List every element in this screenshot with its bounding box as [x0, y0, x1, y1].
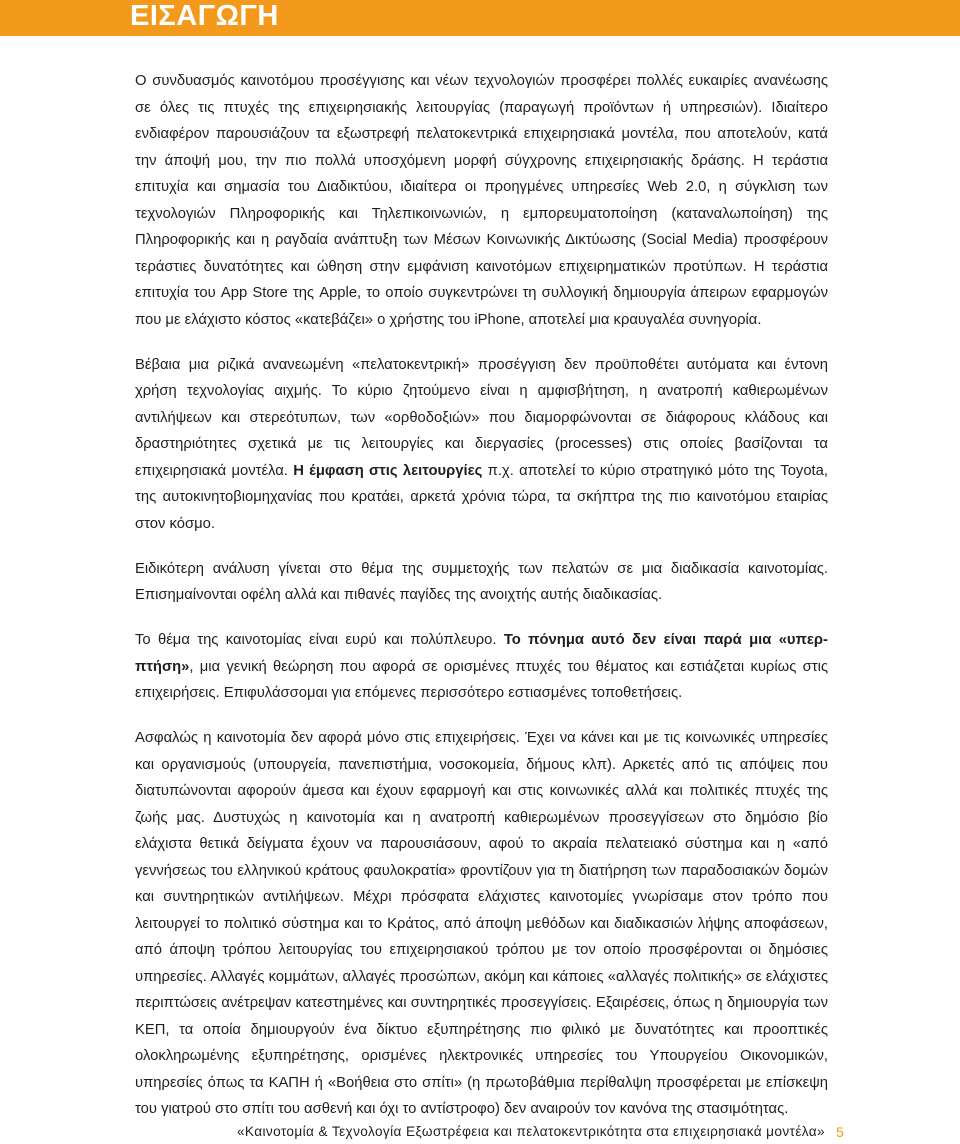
- paragraph-text: Βέβαια μια ριζικά ανανεωμένη «πελατοκεντρική» προσέγγιση δεν προϋποθέτει αυτόματα και έντονη χρήση τεχνολογίας αιχμής. Το κύριο ζητούμενο είναι η αμφισβήτηση, η ανατροπή καθιερωμένων αντιλήψεων και στερεότυπων, των «ορθοδοξιών» που διαμορφώνονται σε διάφορους κλάδους και δραστηριότητες σχετικά με τις λειτουργίες και διεργασίες (processes) στις οποίες βασίζονται τα επιχειρησιακά μοντέλα.: [135, 356, 828, 479]
- paragraph-text: Ειδικότερη ανάλυση γίνεται στο θέμα της συμμετοχής των πελατών σε μια διαδικασία καινοτομίας. Επισημαίνονται οφέλη αλλά και πιθανές παγίδες της ανοιχτής αυτής διαδικασίας.: [135, 560, 828, 603]
- paragraph-text: Ο συνδυασμός καινοτόμου προσέγγισης και νέων τεχνολογιών προσφέρει πολλές ευκαιρίες ανανέωσης σε όλες τις πτυχές της επιχειρησιακής λειτουργίας (παραγωγή προϊόντων ή υπηρεσιών). Ιδιαίτερο ενδιαφέρον παρουσιάζουν τα εξωστρεφή πελατοκεντρικά επιχειρησιακά μοντέλα, που αποτελούν, κατά την άποψή μου, την πιο πολλά υποσχόμενη μορφή σύγχρονης επιχειρησιακής δράσης. Η τεράστια επιτυχία και σημασία του Διαδικτύου, ιδιαίτερα οι προηγμένες υπηρεσίες Web 2.0, η σύγκλιση των τεχνολογιών Πληροφορικής και Τηλεπικοινωνιών, η εμπορευματοποίηση (καταναλωποίηση) της Πληροφορικής και η ραγδαία ανάπτυξη των Μέσων Κοινωνικής Δικτύωσης (Social Media) προσφέρουν τεράστιες δυνατότητες και ώθηση στην εμφάνιση καινοτόμων επιχειρηματικών προτύπων. Η τεράστια επιτυχία του App Store της Apple, το οποίο συγκεντρώνει τη συλλογική δημιουργία άπειρων εφαρμογών που με ελάχιστο κόστος «κατεβάζει» ο χρήστης του iPhone, αποτελεί μια κραυγαλέα συνηγορία.: [135, 73, 828, 328]
- page-footer: [0, 1124, 960, 1144]
- header-bar: [0, 0, 960, 36]
- running-title: «Καινοτομία & Τεχνολογία Εξωστρέφεια και πελατοκεντρικότητα στα επιχειρησιακά μοντέλα»: [236, 1124, 825, 1139]
- paragraph: [135, 725, 828, 1123]
- paragraph-text: π.χ. αποτελεί το κύριο στρατηγικό μότο της Toyota, της αυτοκινητοβιομηχανίας που κρατάει, αρκετά χρόνια τώρα, τα σκήπτρα της πιο καινοτόμου εταιρίας στον κόσμο.: [135, 462, 829, 532]
- paragraph: [135, 556, 828, 609]
- page-title: ΕΙΣΑΓΩΓΗ: [130, 0, 279, 32]
- paragraph: [135, 627, 828, 707]
- paragraph-text: , μια γενική θεώρηση που αφορά σε ορισμένες πτυχές του θέματος και εστιάζεται κυρίως στις επιχειρήσεις. Επιφυλάσσομαι για επόμενες περισσότερο εστιασμένες τοποθετήσεις.: [135, 658, 828, 701]
- paragraph-text: Ασφαλώς η καινοτομία δεν αφορά μόνο στις επιχειρήσεις. Έχει να κάνει και με τις κοινωνικές υπηρεσίες και οργανισμούς (υπουργεία, πανεπιστήμια, νοσοκομεία, δήμους κλπ). Αρκετές από τις απόψεις που διατυπώνονται αφορούν άμεσα και έχουν εφαρμογή και στις κοινωνικές αλλά και πολιτικές πτυχές της ζωής μας. Δυστυχώς η καινοτομία και η ανατροπή καθιερωμένων προσεγγίσεων στο δημόσιο βίο ελάχιστα θετικά δείγματα έχουν να παρουσιάσουν, αφού το ακραία πελατειακό σύστημα και η «από γεννήσεως του ελληνικού κράτους φαυλοκρατία» φροντίζουν για τη διατήρηση των παραδοσιακών δομών και συντηρητικών αντιλήψεων. Μέχρι πρόσφατα ελάχιστες καινοτομίες γνωρίσαμε στον τρόπο που λειτουργεί το πολιτικό σύστημα και το Κράτος, από άποψη μεθόδων και διαδικασιών λήψης αποφάσεων, από άποψη τρόπου λειτουργίας του επιχειρησιακού τρόπου με τον οποίο προσφέρονται οι δημόσιες υπηρεσίες. Αλλαγές κομμάτων, αλλαγές προσώπων, ακόμη και κάποιες «αλλαγές πολιτικής» σε ελάχιστες περιπτώσεις ανέτρεψαν κατεστημένες και συντηρητικές προσεγγίσεις. Εξαιρέσεις, όπως η δημιουργία των ΚΕΠ, τα οποία δημιουργούν ένα δίκτυο εξυπηρέτησης πιο φιλικό με δυνατότητες και προοπτικές ολοκληρωμένης εξυπηρέτησης, ορισμένες ηλεκτρονικές υπηρεσίες του Υπουργείου Οικονομικών, υπηρεσίες όπως τα ΚΑΠΗ ή «Βοήθεια στο σπίτι» (η πρωτοβάθμια περίθαλψη προσφέρεται με επίσκεψη του γιατρού στο σπίτι του ασθενή και όχι το αντίστροφο) δεν αναιρούν τον κανόνα της στασιμότητας.: [135, 730, 828, 1117]
- paragraph-emphasis: Η έμφαση στις λειτουργίες: [293, 462, 483, 479]
- paragraph-text: Το θέμα της καινοτομίας είναι ευρύ και πολύπλευρο.: [135, 632, 504, 648]
- paragraph-emphasis: Το πόνημα αυτό δεν είναι παρά μια «υπερ-πτήση»: [135, 632, 828, 675]
- body-text: [135, 68, 828, 1141]
- paragraph: [135, 68, 828, 333]
- page-number: 5: [836, 1124, 844, 1140]
- paragraph: [135, 352, 828, 538]
